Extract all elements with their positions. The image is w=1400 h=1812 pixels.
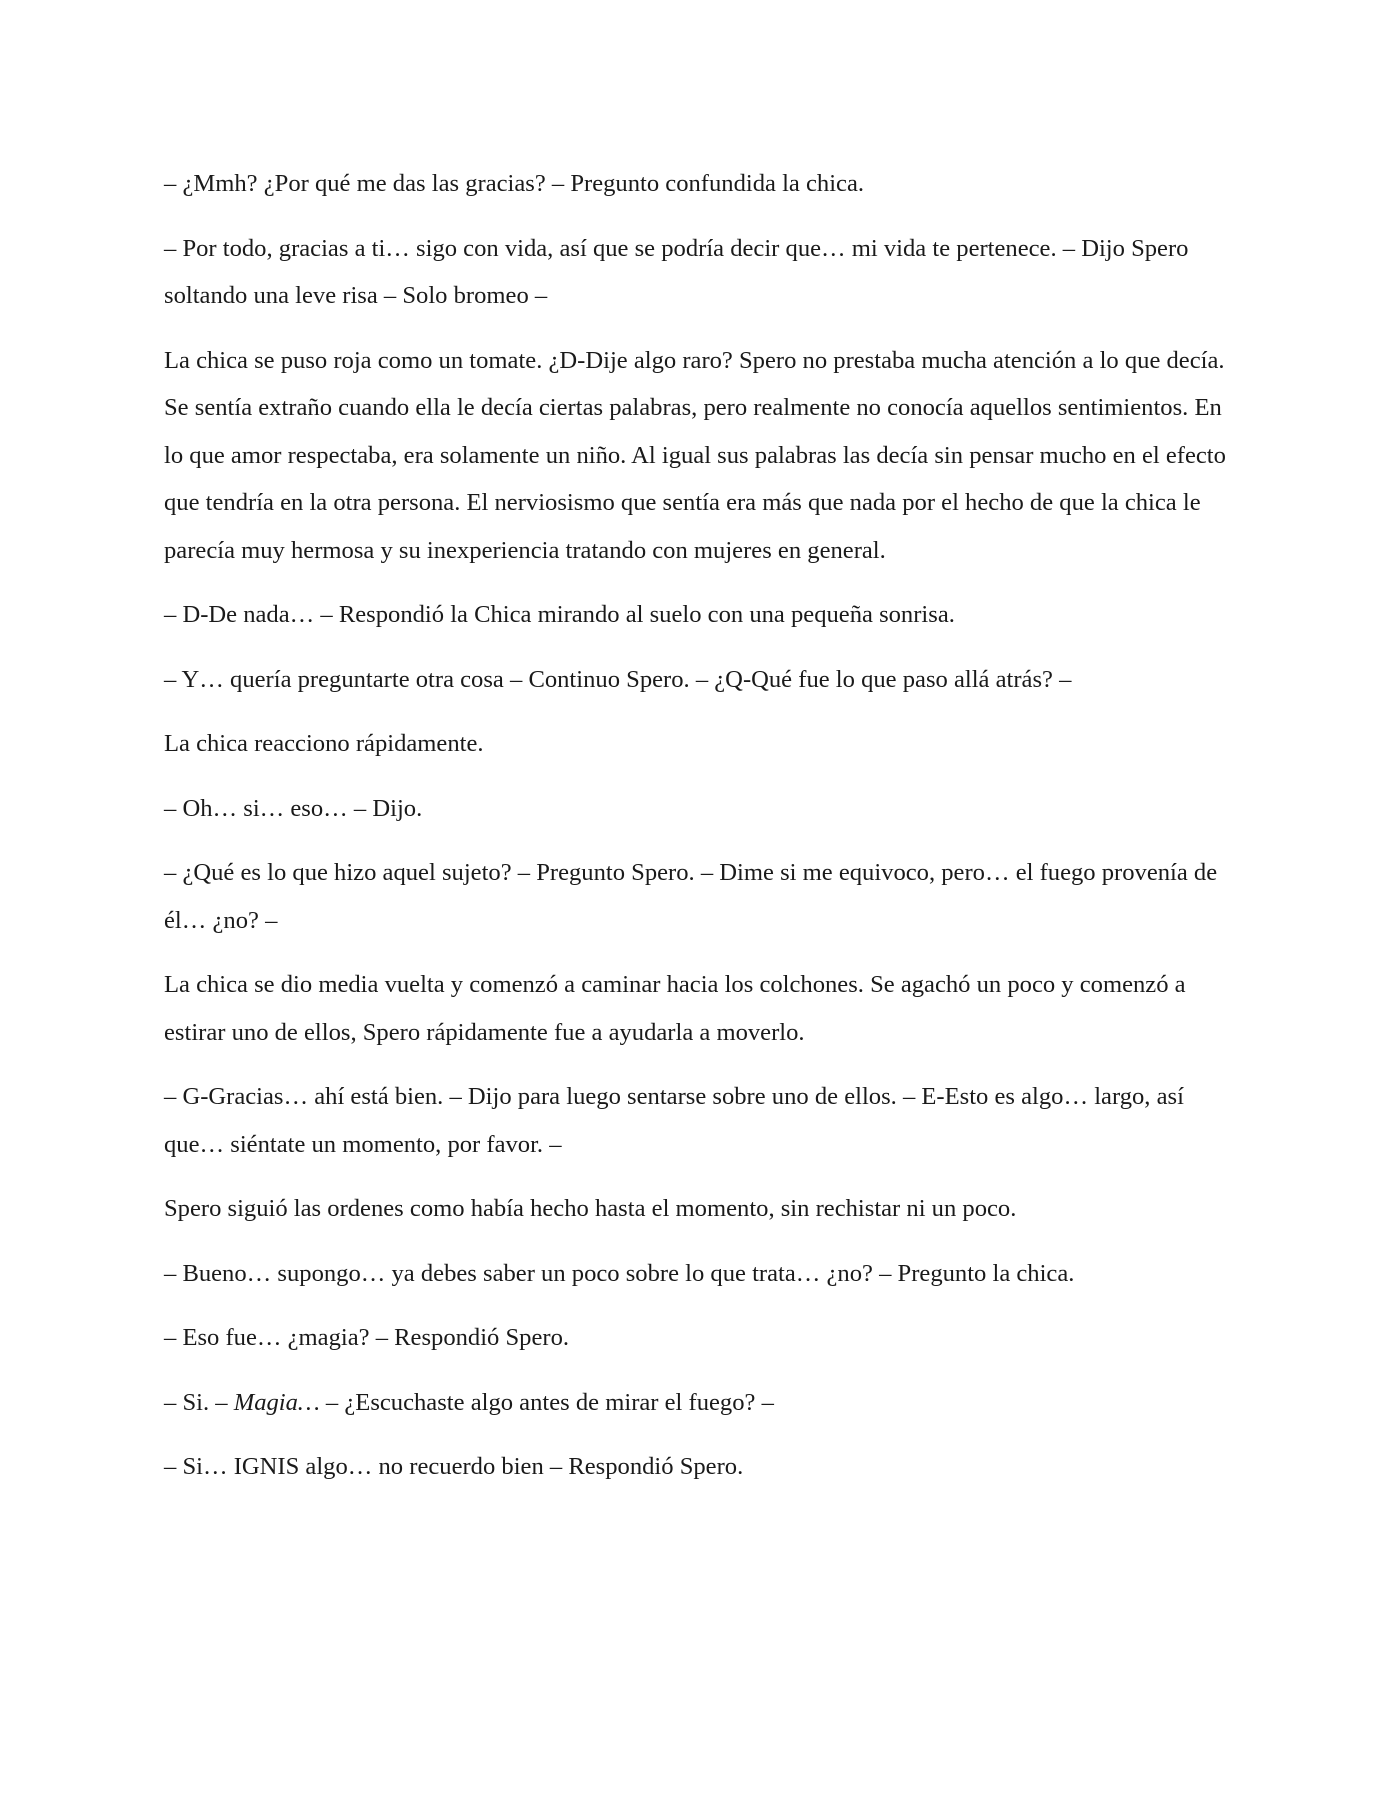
paragraph-14-prefix: – Si. – [164, 1388, 234, 1416]
paragraph-1: – ¿Mmh? ¿Por qué me das las gracias? – Pregunto confundida la chica. [164, 170, 865, 197]
paragraph-2: – Por todo, gracias a ti… sigo con vida, así que se podría decir que… mi vida te pertenece. – Dijo Spero soltando una leve risa – Solo bromeo – [164, 234, 1189, 309]
paragraph-8: – ¿Qué es lo que hizo aquel sujeto? – Pregunto Spero. – Dime si me equivoco, pero… el fuego provenía de él… ¿no? – [164, 859, 1218, 934]
paragraph-4: – D-De nada… – Respondió la Chica mirando al suelo con una pequeña sonrisa. [164, 601, 955, 628]
paragraph-10: – G-Gracias… ahí está bien. – Dijo para luego sentarse sobre uno de ellos. – E-Esto es algo… largo, así que… siéntate un momento, por favor. – [164, 1083, 1184, 1158]
paragraph-9: La chica se dio media vuelta y comenzó a caminar hacia los colchones. Se agachó un poco y comenzó a estirar uno de ellos, Spero rápidamente fue a ayudarla a moverlo. [164, 971, 1186, 1046]
paragraph-13: – Eso fue… ¿magia? – Respondió Spero. [164, 1324, 570, 1351]
magia-emphasis: Magia… [233, 1388, 320, 1416]
paragraph-5: – Y… quería preguntarte otra cosa – Continuo Spero. – ¿Q-Qué fue lo que paso allá atrás? – [164, 665, 1072, 693]
paragraph-7: – Oh… si… eso… – Dijo. [164, 794, 423, 822]
paragraph-12: – Bueno… supongo… ya debes saber un poco sobre lo que trata… ¿no? – Pregunto la chica. [164, 1259, 1075, 1287]
paragraph-14-suffix: – ¿Escuchaste algo antes de mirar el fuego? – [319, 1388, 774, 1416]
paragraph-11: Spero siguió las ordenes como había hecho hasta el momento, sin rechistar ni un poco. [164, 1195, 1017, 1222]
paragraph-3: La chica se puso roja como un tomate. ¿D-Dije algo raro? Spero no prestaba mucha atención a lo que decía. Se sentía extraño cuando ella le decía ciertas palabras, pero realmente no conocía aquellos sentimientos. En lo que amor respectaba, era solamente un niño. Al igual sus palabras las decía sin pensar mucho en el efecto que tendría en la otra persona. El nerviosismo que sentía era más que nada por el hecho de que la chica le parecía muy hermosa y su inexperiencia tratando con mujeres en general. [164, 346, 1226, 564]
paragraph-6: La chica reacciono rápidamente. [164, 730, 484, 757]
story-text [164, 160, 1226, 1508]
paragraph-14 [164, 1379, 1226, 1427]
paragraph-15: – Si… IGNIS algo… no recuerdo bien – Respondió Spero. [164, 1453, 744, 1480]
